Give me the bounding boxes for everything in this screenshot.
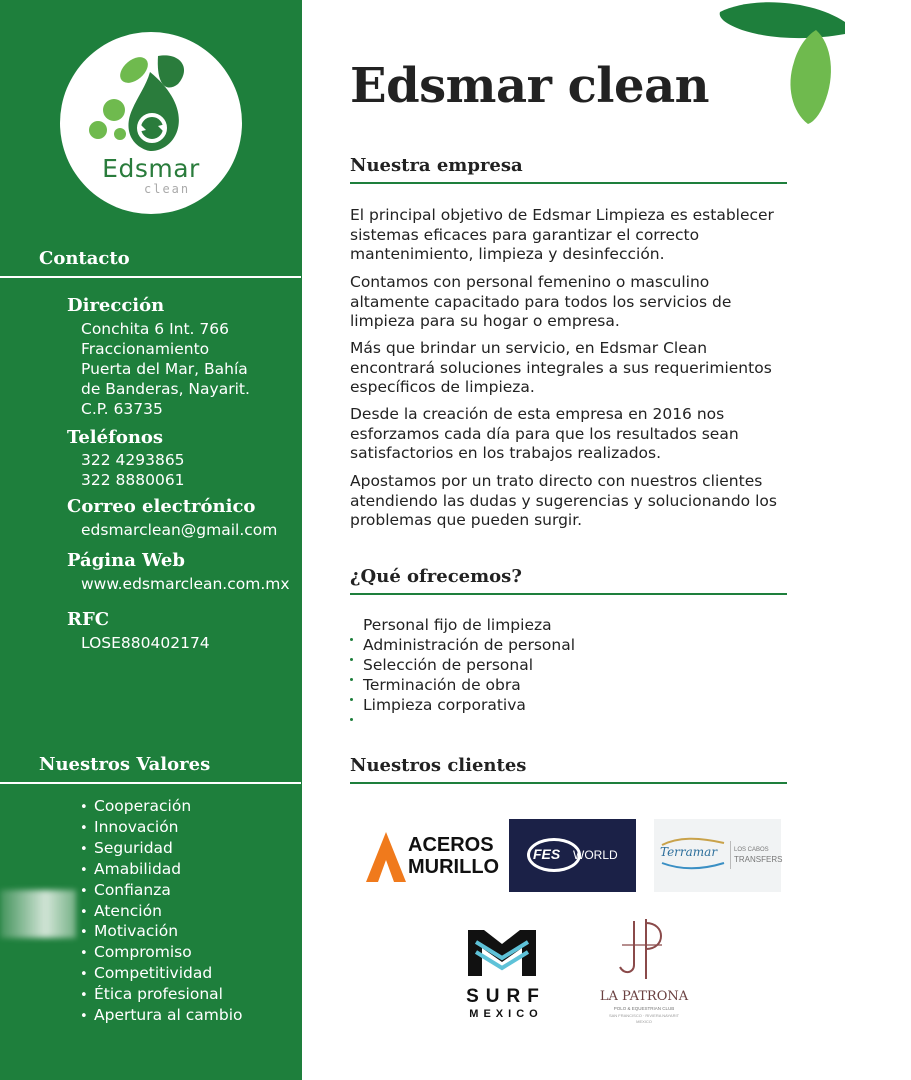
offer-item: Selección de personal <box>363 655 534 674</box>
company-paragraph <box>350 339 790 398</box>
page-title: Edsmar clean <box>350 58 710 114</box>
bullet-dot-icon <box>350 718 353 721</box>
offer-item: Terminación de obra <box>363 675 521 694</box>
paragraph-line: sistemas eficaces para garantizar el correcto <box>350 225 700 244</box>
bullet-dot-icon <box>350 698 353 701</box>
patrona-sub1: POLO & EQUESTRIAN CLUB <box>613 1006 675 1011</box>
email-label: Correo electrónico <box>67 496 256 517</box>
smudge <box>0 890 76 938</box>
address-line: C.P. 63735 <box>81 400 163 418</box>
paragraph-line: limpieza para su hogar o empresa. <box>350 312 620 330</box>
paragraph-line: Más que brindar un servicio, en Edsmar Clean <box>350 339 708 357</box>
paragraph-line: El principal objetivo de Edsmar Limpieza es establecer <box>350 206 774 224</box>
terramar-divider <box>730 841 731 869</box>
logo <box>60 32 242 214</box>
paragraph-line: específicos de limpieza. <box>350 378 535 396</box>
company-divider <box>350 182 787 184</box>
value-item: • Compromiso <box>80 943 243 964</box>
bullet-dot-icon <box>350 678 353 681</box>
address-label: Dirección <box>67 295 165 316</box>
terramar-name: Terramar <box>660 845 718 859</box>
phones-label: Teléfonos <box>67 427 164 448</box>
offer-item: Administración de personal <box>363 635 576 654</box>
patrona-monogram-icon <box>614 915 674 981</box>
website-label: Página Web <box>67 550 185 571</box>
offer-list <box>350 616 575 716</box>
value-item: • Competitividad <box>80 964 243 985</box>
paragraph-line: altamente capacitado para todos los servicios de <box>350 292 732 311</box>
bullet-dot-icon <box>350 638 353 641</box>
company-paragraph <box>350 206 790 265</box>
company-paragraph <box>350 405 790 464</box>
offer-heading: ¿Qué ofrecemos? <box>350 566 522 587</box>
sidebar <box>0 0 302 1080</box>
value-item: • Cooperación <box>80 797 243 818</box>
value-item: • Atención <box>80 902 243 923</box>
paragraph-line: mantenimiento, limpieza y desinfección. <box>350 245 665 263</box>
surf-line2: MEXICO <box>469 1008 543 1020</box>
company-paragraph <box>350 273 790 332</box>
aceros-line1: ACEROS <box>408 834 494 856</box>
value-item: • Innovación <box>80 818 243 839</box>
paragraph-line: problemas que pueden surgir. <box>350 511 583 529</box>
client-fes-world <box>509 819 636 892</box>
client-surf-mexico <box>452 926 560 1022</box>
paragraph-line: Desde la creación de esta empresa en 2016 nos <box>350 405 725 423</box>
contact-divider <box>0 276 301 278</box>
leaves-icon <box>712 0 845 130</box>
phones-value <box>81 450 185 490</box>
paragraph-line: Contamos con personal femenino o masculino <box>350 273 710 291</box>
client-aceros-murillo <box>362 828 500 884</box>
aceros-line2: MURILLO <box>408 856 500 878</box>
values-heading: Nuestros Valores <box>39 754 211 775</box>
patrona-sub3: MEXICO <box>636 1019 652 1024</box>
phone-number: 322 8880061 <box>81 471 185 489</box>
logo-name: Edsmar <box>102 154 200 183</box>
address-line: de Banderas, Nayarit. <box>81 380 250 398</box>
surf-m-icon <box>466 928 538 978</box>
bullet-dot-icon <box>350 658 353 661</box>
address-line: Fraccionamiento <box>81 340 210 358</box>
offer-item: Personal fijo de limpieza <box>363 616 552 634</box>
aceros-triangle-icon <box>364 830 408 884</box>
offer-divider <box>350 593 787 595</box>
client-terramar <box>654 819 781 892</box>
surf-line1: SURF <box>466 986 546 1007</box>
paragraph-line: esforzamos cada día para que los resultados sean <box>350 424 739 443</box>
values-divider <box>0 782 301 784</box>
clients-divider <box>350 782 787 784</box>
address-value <box>81 319 250 419</box>
logo-tagline: clean <box>144 182 191 196</box>
value-item: • Seguridad <box>80 839 243 860</box>
email-value: edsmarclean@gmail.com <box>81 521 278 539</box>
rfc-label: RFC <box>67 609 110 630</box>
paragraph-line: satisfactorios en los trabajos realizados. <box>350 444 662 462</box>
patrona-name: LA PATRONA <box>599 989 689 1004</box>
fes-right: WORLD <box>573 848 618 862</box>
company-paragraph <box>350 472 790 531</box>
value-item: • Ética profesional <box>80 985 243 1006</box>
value-item: • Apertura al cambio <box>80 1006 243 1027</box>
value-item: • Confianza <box>80 881 243 902</box>
fes-left: FES <box>533 846 561 862</box>
clients-heading: Nuestros clientes <box>350 755 527 776</box>
company-heading: Nuestra empresa <box>350 155 523 176</box>
paragraph-line: Apostamos por un trato directo con nuestros clientes <box>350 472 763 490</box>
patrona-sub2: SAN FRANCISCO · RIVIERA NAYARIT <box>608 1013 680 1018</box>
terramar-sub2: TRANSFERS <box>734 855 783 864</box>
paragraph-line: atendiendo las dudas y sugerencias y solucionando los <box>350 491 777 510</box>
contact-heading: Contacto <box>39 248 130 269</box>
terramar-sub1: LOS CABOS <box>734 847 769 853</box>
address-line: Conchita 6 Int. 766 <box>81 320 229 338</box>
client-la-patrona <box>592 915 696 1027</box>
website-value: www.edsmarclean.com.mx <box>81 575 290 593</box>
phone-number: 322 4293865 <box>81 451 185 469</box>
values-list <box>80 797 243 1027</box>
value-item: • Amabilidad <box>80 860 243 881</box>
rfc-value: LOSE880402174 <box>81 634 210 652</box>
paragraph-line: encontrará soluciones integrales a sus requerimientos <box>350 358 772 377</box>
address-line: Puerta del Mar, Bahía <box>81 360 248 378</box>
offer-item: Limpieza corporativa <box>363 695 526 714</box>
value-item: • Motivación <box>80 922 243 943</box>
